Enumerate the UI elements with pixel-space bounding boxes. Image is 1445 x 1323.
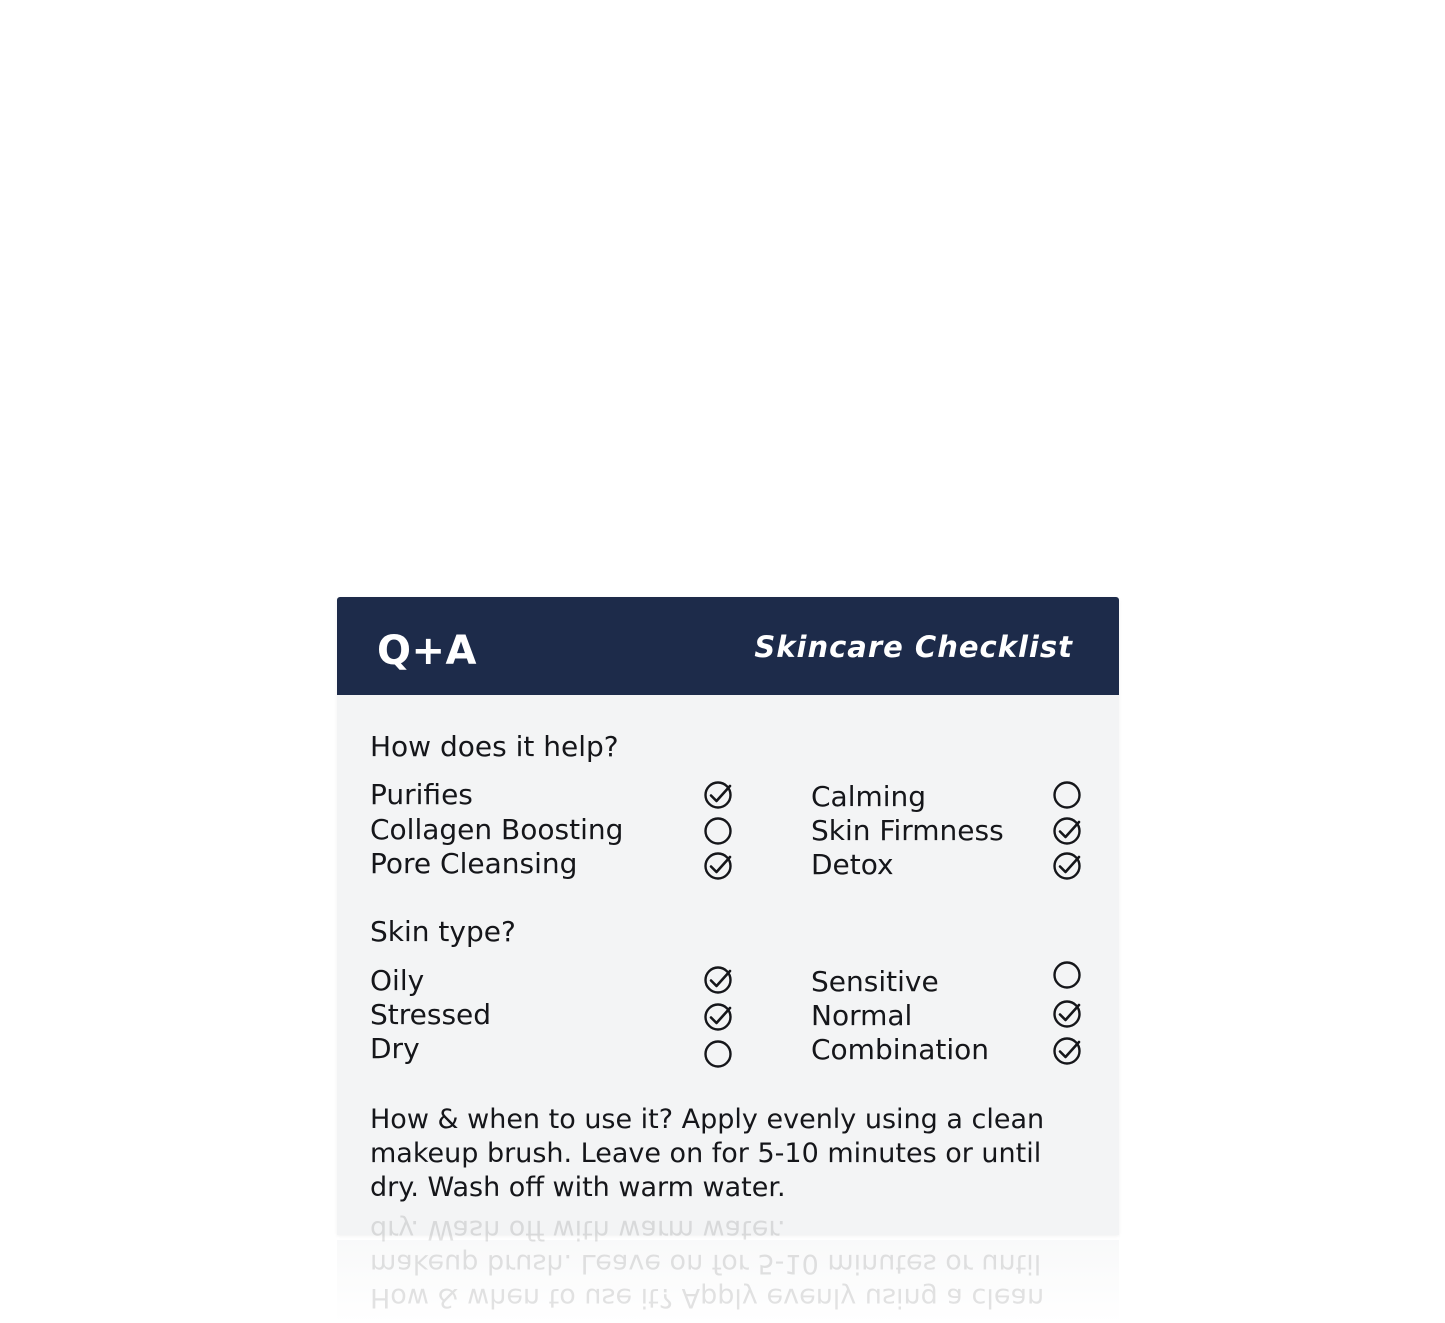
- skin-item-checkmark-circle-icon: [1052, 999, 1082, 1029]
- product-box-panel: [337, 597, 1119, 1235]
- help-item-checkmark-circle-icon: [703, 780, 733, 810]
- usage-instructions: How & when to use it? Apply evenly using a clean makeup brush. Leave on for 5-10 minutes or until dry. Wash off with warm water.: [370, 1104, 1045, 1203]
- help-item-checkmark-circle-icon: [1052, 851, 1082, 881]
- reflection-text: How & when to use it? Apply evenly using a clean makeup brush. Leave on for 5-10 minutes or until dry. Wash off with warm water.: [370, 1214, 1045, 1313]
- help-item-label: Skin Firmness: [811, 814, 1004, 847]
- skin-item-label: Dry: [370, 1032, 420, 1065]
- box-reflection: [337, 1214, 1119, 1323]
- skin-item-empty-circle-icon: [1052, 960, 1082, 990]
- skin-item-label: Combination: [811, 1033, 990, 1066]
- help-item-label: Calming: [811, 780, 927, 813]
- help-item-label: Collagen Boosting: [370, 813, 624, 846]
- checklist-title: Skincare Checklist: [754, 630, 1073, 664]
- skin-item-label: Sensitive: [811, 965, 939, 998]
- help-item-label: Pore Cleansing: [370, 847, 578, 880]
- skin-item-label: Oily: [370, 964, 425, 997]
- help-item-empty-circle-icon: [703, 816, 733, 846]
- help-question: How does it help?: [370, 730, 619, 763]
- brand-logo: Q+A: [377, 628, 477, 674]
- help-item-label: Purifies: [370, 778, 473, 811]
- box-header: [337, 597, 1119, 695]
- skin-item-checkmark-circle-icon: [703, 1002, 733, 1032]
- skin-item-checkmark-circle-icon: [1052, 1036, 1082, 1066]
- skin-item-checkmark-circle-icon: [703, 965, 733, 995]
- help-item-empty-circle-icon: [1052, 780, 1082, 810]
- skin-question: Skin type?: [370, 915, 516, 948]
- help-item-checkmark-circle-icon: [1052, 816, 1082, 846]
- help-item-label: Detox: [811, 848, 894, 881]
- skin-item-label: Normal: [811, 999, 913, 1032]
- help-item-checkmark-circle-icon: [703, 851, 733, 881]
- skin-item-label: Stressed: [370, 998, 492, 1031]
- skin-item-empty-circle-icon: [703, 1039, 733, 1069]
